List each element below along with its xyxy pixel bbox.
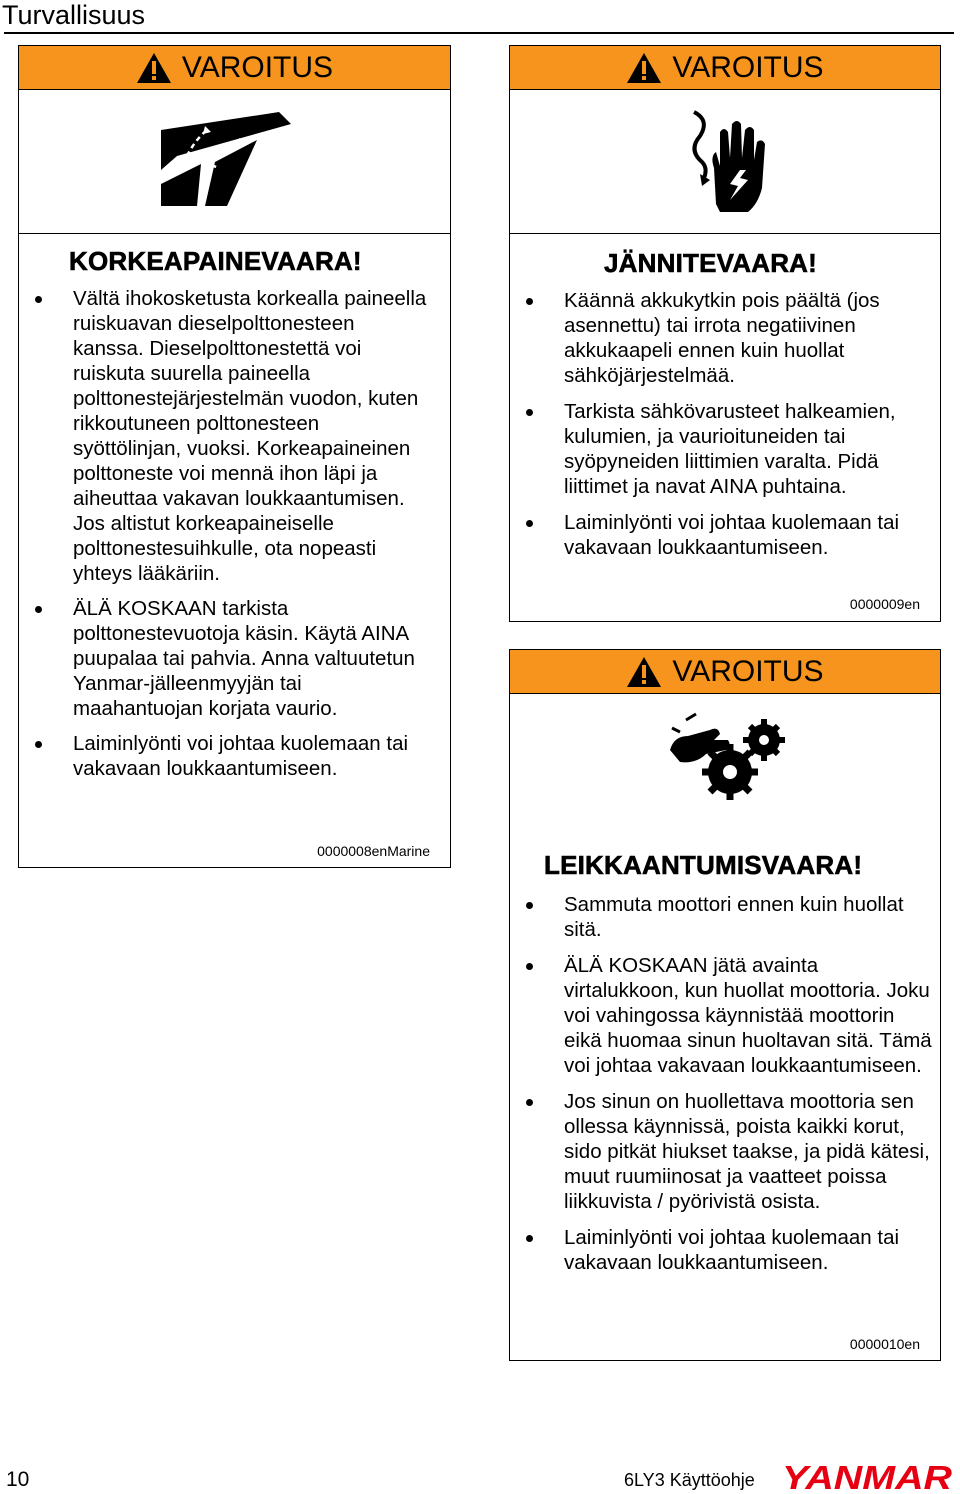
list-item: ÄLÄ KOSKAAN jätä avainta virtalukkoon, kun huollat moottoria. Joku voi vahingossa käynnistää moottorin eikä huomaa sinun huoltavan sitä. Tämä voi johtaa vakavaan loukkaantumiseen. xyxy=(510,953,934,1078)
list-item: Tarkista sähkövarusteet halkeamien, kulumien, ja vaurioituneiden tai syöpyneiden liittimien varalta. Pidä liittimet ja navat AINA puhtaina. xyxy=(510,399,930,499)
yanmar-logo xyxy=(780,1460,956,1494)
logo-text: YANMAR xyxy=(782,1460,953,1494)
signal-word: VAROITUS xyxy=(672,50,824,84)
list-item: Jos sinun on huollettava moottoria sen ollessa käynnissä, poista kaikki korut, sido pitkät hiukset taakse, ja pidä kätesi, muut ruumiinosat ja vaatteet poissa liikkuvista / pyörivistä osista. xyxy=(510,1089,934,1214)
title-divider xyxy=(4,32,954,34)
hazard-title: KORKEAPAINEVAARA! xyxy=(69,246,362,276)
list-item: Vältä ihokosketusta korkealla paineella ruiskuavan dieselpolttonesteen kanssa. Dieselpolttonestettä voi ruiskuta suurella paineella polttonestejärjestelmän vuodon, kuten rikkoutuneen polttonesteen syöttölinjan, vuoksi. Korkeapaineinen polttoneste voi mennä ihon läpi ja aiheuttaa vakavan loukkaantumisen. Jos altistut korkeapaineiselle polttonestesuihkulle, ota nopeasti yhteys lääkäriin. xyxy=(19,286,429,586)
warning-triangle-icon xyxy=(626,656,662,688)
warning-panel-voltage xyxy=(509,45,941,622)
warning-banner xyxy=(19,46,450,90)
pictogram-area xyxy=(510,694,940,842)
list-item: Laiminlyönti voi johtaa kuolemaan tai vakavaan loukkaantumiseen. xyxy=(510,1225,934,1275)
warning-banner xyxy=(510,650,940,694)
pictogram-area xyxy=(510,90,940,234)
warning-triangle-icon xyxy=(136,52,172,84)
label-code: 0000008enMarine xyxy=(317,843,430,859)
pictogram-area xyxy=(19,90,450,234)
signal-word: VAROITUS xyxy=(672,654,824,688)
label-code: 0000009en xyxy=(849,596,920,612)
list-item: Käännä akkukytkin pois päältä (jos asennettu) tai irrota negatiivinen akkukaapeli ennen kuin huollat sähköjärjestelmää. xyxy=(510,288,930,388)
list-item: Laiminlyönti voi johtaa kuolemaan tai vakavaan loukkaantumiseen. xyxy=(19,731,429,781)
high-pressure-spray-icon xyxy=(157,110,297,210)
warning-list xyxy=(510,892,934,1275)
warning-list xyxy=(510,288,930,560)
hazard-title: JÄNNITEVAARA! xyxy=(604,248,818,278)
warning-panel-entanglement xyxy=(509,649,941,1361)
warning-banner xyxy=(510,46,940,90)
list-item: Sammuta moottori ennen kuin huollat sitä. xyxy=(510,892,934,942)
hand-entanglement-gears-icon xyxy=(666,706,786,816)
electric-shock-hand-icon xyxy=(680,108,780,218)
warning-panel-high-pressure xyxy=(18,45,451,868)
list-item: Laiminlyönti voi johtaa kuolemaan tai vakavaan loukkaantumiseen. xyxy=(510,510,930,560)
page-number: 10 xyxy=(6,1468,30,1491)
list-item: ÄLÄ KOSKAAN tarkista polttonestevuotoja käsin. Käytä AINA puupalaa tai pahvia. Anna valtuutetun Yanmar-jälleenmyyjän tai maahantuojan korjata vaurio. xyxy=(19,596,429,721)
signal-word: VAROITUS xyxy=(181,50,334,84)
warning-triangle-icon xyxy=(626,52,662,84)
hazard-title: LEIKKAANTUMISVAARA! xyxy=(544,850,863,880)
label-code: 0000010en xyxy=(849,1336,920,1352)
section-title: Turvallisuus xyxy=(2,0,146,30)
warning-list xyxy=(19,286,429,781)
manual-name: 6LY3 Käyttöohje xyxy=(624,1470,755,1490)
